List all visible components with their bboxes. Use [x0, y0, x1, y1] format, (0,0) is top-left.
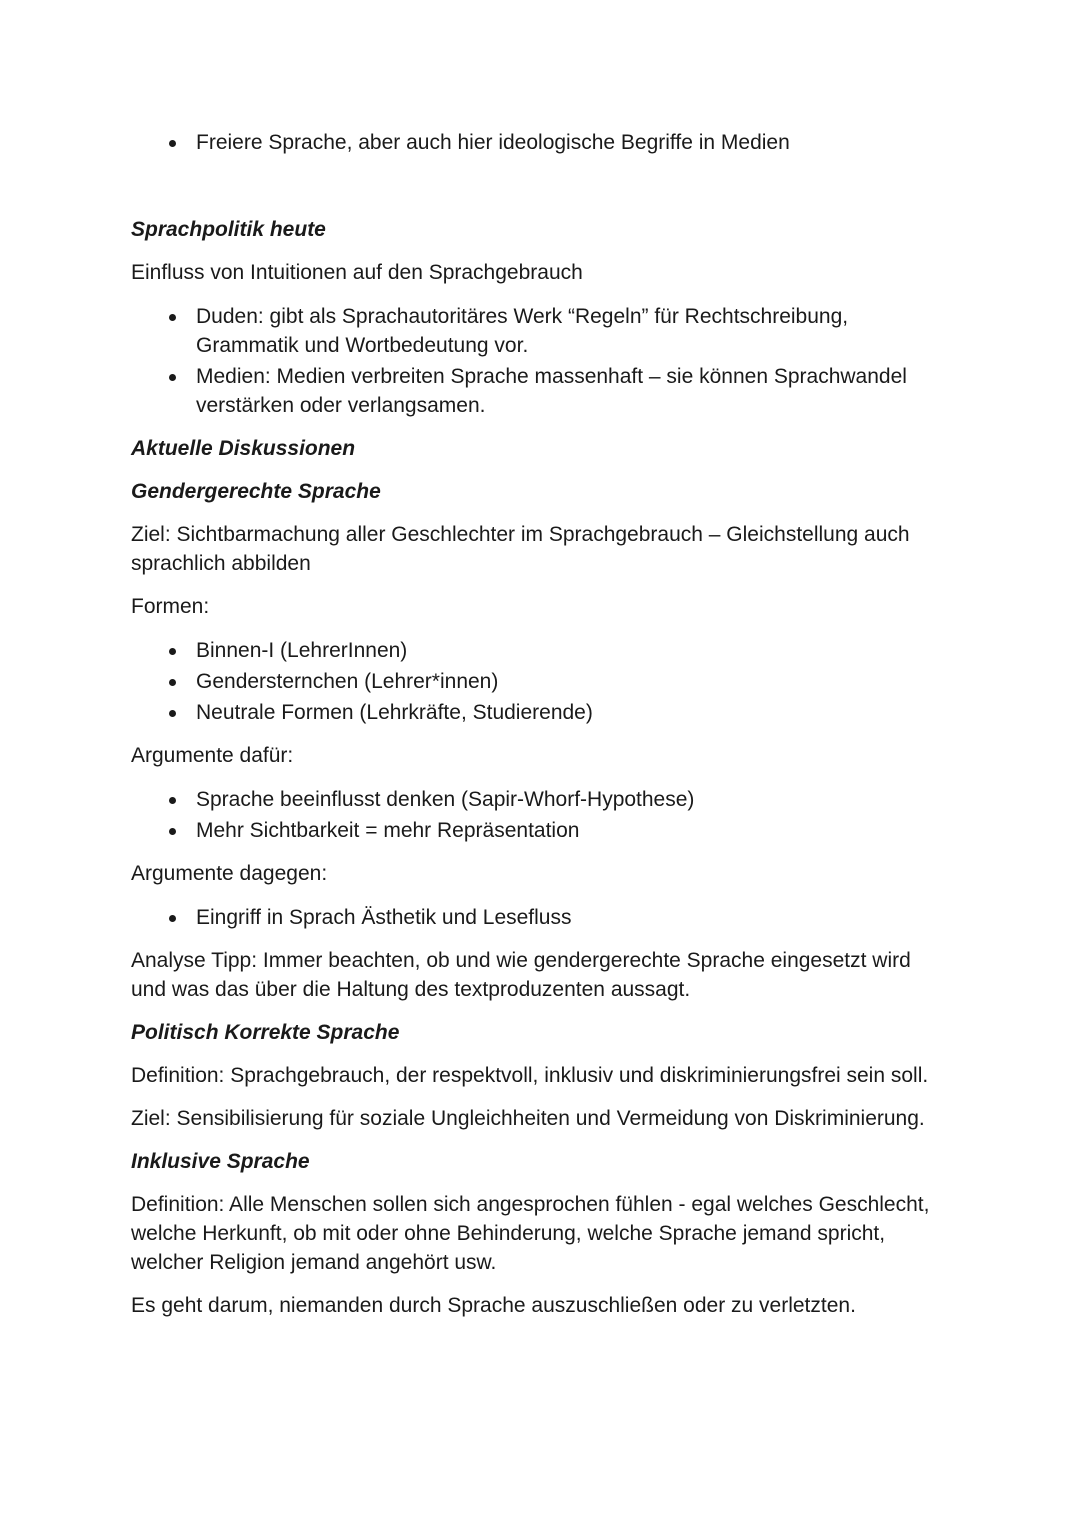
inklusiv-closing: Es geht darum, niemanden durch Sprache auszuschließen oder zu verletzten. — [131, 1294, 856, 1317]
document-content — [131, 128, 951, 1320]
gender-formen-label: Formen: — [131, 595, 210, 618]
list-item: Mehr Sichtbarkeit = mehr Repräsentation — [131, 816, 951, 845]
list-item: Neutrale Formen (Lehrkräfte, Studierende) — [131, 698, 951, 727]
pc-ziel: Ziel: Sensibilisierung für soziale Ungleichheiten und Vermeidung von Diskriminierung. — [131, 1107, 925, 1130]
heading-sprachpolitik: Sprachpolitik heute — [131, 218, 326, 241]
heading-inklusive-sprache: Inklusive Sprache — [131, 1150, 310, 1173]
gender-dagegen-list — [131, 903, 951, 932]
list-item: Medien: Medien verbreiten Sprache massenhaft – sie können Sprachwandel verstärken oder verlangsamen. — [131, 362, 951, 420]
gender-dafuer-label: Argumente dafür: — [131, 744, 294, 767]
gender-dafuer-list — [131, 785, 951, 845]
list-item: Sprache beeinflusst denken (Sapir-Whorf-Hypothese) — [131, 785, 951, 814]
heading-politisch-korrekte-sprache: Politisch Korrekte Sprache — [131, 1021, 400, 1044]
heading-gendergerechte-sprache: Gendergerechte Sprache — [131, 480, 381, 503]
gender-formen-list — [131, 636, 951, 727]
sprachpolitik-bullet-list — [131, 302, 951, 420]
list-item: Freiere Sprache, aber auch hier ideologische Begriffe in Medien — [131, 128, 951, 157]
list-item: Binnen-I (LehrerInnen) — [131, 636, 951, 665]
top-bullet-list — [131, 128, 951, 157]
inklusiv-definition: Definition: Alle Menschen sollen sich angesprochen fühlen - egal welches Geschlecht, welche Herkunft, ob mit oder ohne Behinderung, welche Sprache jemand spricht, welcher Religion jemand angehört usw. — [131, 1193, 930, 1274]
list-item: Gendersternchen (Lehrer*innen) — [131, 667, 951, 696]
list-item: Eingriff in Sprach Ästhetik und Lesefluss — [131, 903, 951, 932]
sprachpolitik-intro: Einfluss von Intuitionen auf den Sprachgebrauch — [131, 261, 583, 284]
gender-dagegen-label: Argumente dagegen: — [131, 862, 328, 885]
heading-aktuelle-diskussionen: Aktuelle Diskussionen — [131, 437, 356, 460]
pc-definition: Definition: Sprachgebrauch, der respektvoll, inklusiv und diskriminierungsfrei sein soll. — [131, 1064, 929, 1087]
list-item: Duden: gibt als Sprachautoritäres Werk “Regeln” für Rechtschreibung, Grammatik und Wortbedeutung vor. — [131, 302, 951, 360]
gender-ziel: Ziel: Sichtbarmachung aller Geschlechter im Sprachgebrauch – Gleichstellung auch sprachlich abbilden — [131, 523, 910, 575]
gender-analyse-tipp: Analyse Tipp: Immer beachten, ob und wie gendergerechte Sprache eingesetzt wird und was das über die Haltung des textproduzenten aussagt. — [131, 949, 911, 1001]
